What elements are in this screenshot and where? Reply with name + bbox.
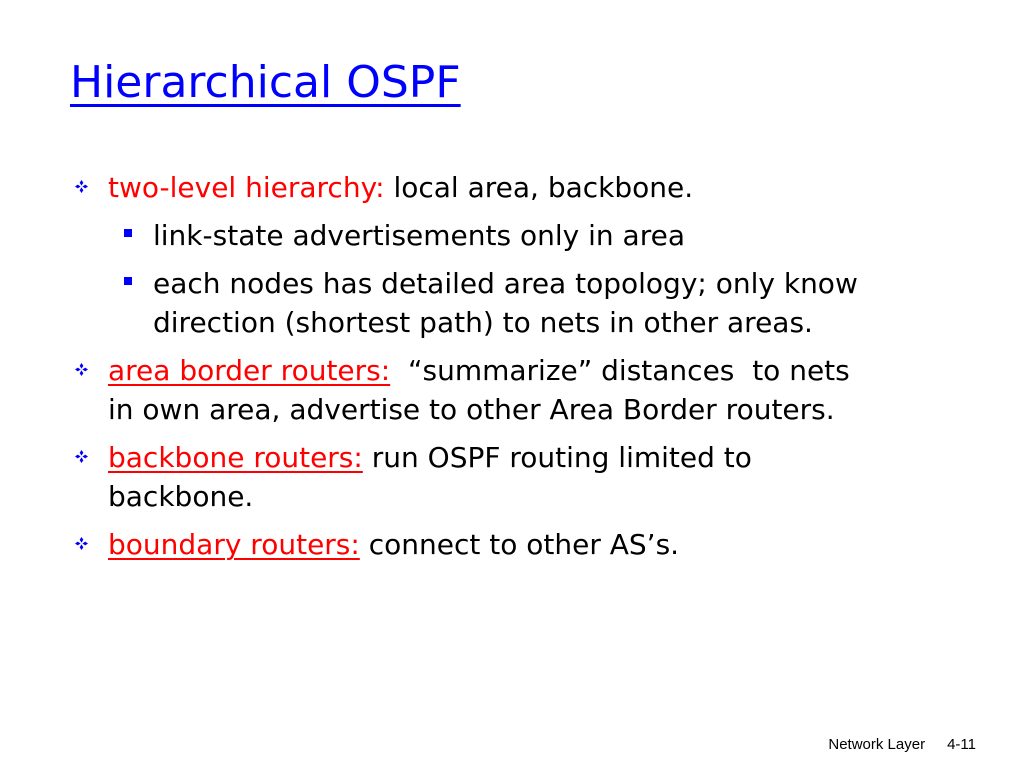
diamond-bullet-icon [75, 450, 88, 463]
bullet-two-level-hierarchy [0, 168, 1000, 207]
diamond-bullet-icon [75, 180, 88, 193]
bullet-text-line-1: run OSPF routing limited to [362, 441, 752, 474]
bullet-text-line-1: “summarize” distances to nets [390, 354, 850, 387]
bullet-highlight: area border routers: [108, 354, 391, 387]
slide-footer [828, 736, 976, 753]
diamond-bullet-icon [75, 537, 88, 550]
bullet-area-border-routers [0, 351, 1000, 429]
bullet-text: local area, backbone. [384, 171, 694, 204]
bullet-highlight: backbone routers: [108, 441, 363, 474]
footer-page-number: 4-11 [947, 736, 976, 753]
sub-bullet-area-topology [0, 264, 1000, 342]
bullet-text: connect to other AS’s. [359, 528, 680, 561]
sub-bullet-text-line-2: direction (shortest path) to nets in other areas. [153, 306, 813, 339]
sub-bullet-lsa-area [0, 216, 1000, 255]
slide-title: Hierarchical OSPF [70, 57, 461, 108]
bullet-highlight: two-level hierarchy: [108, 171, 385, 204]
bullet-highlight: boundary routers: [108, 528, 360, 561]
bullet-text-line-2: in own area, advertise to other Area Border routers. [108, 393, 835, 426]
bullet-boundary-routers [0, 525, 1000, 564]
slide-content [0, 168, 1000, 564]
sub-bullet-text-line-1: each nodes has detailed area topology; only know [153, 267, 858, 300]
square-bullet-icon [124, 229, 132, 237]
sub-bullet-text: link-state advertisements only in area [153, 219, 685, 252]
square-bullet-icon [124, 277, 132, 285]
bullet-backbone-routers [0, 438, 1000, 516]
diamond-bullet-icon [75, 363, 88, 376]
bullet-text-line-2: backbone. [108, 480, 254, 513]
footer-section: Network Layer [828, 736, 926, 753]
